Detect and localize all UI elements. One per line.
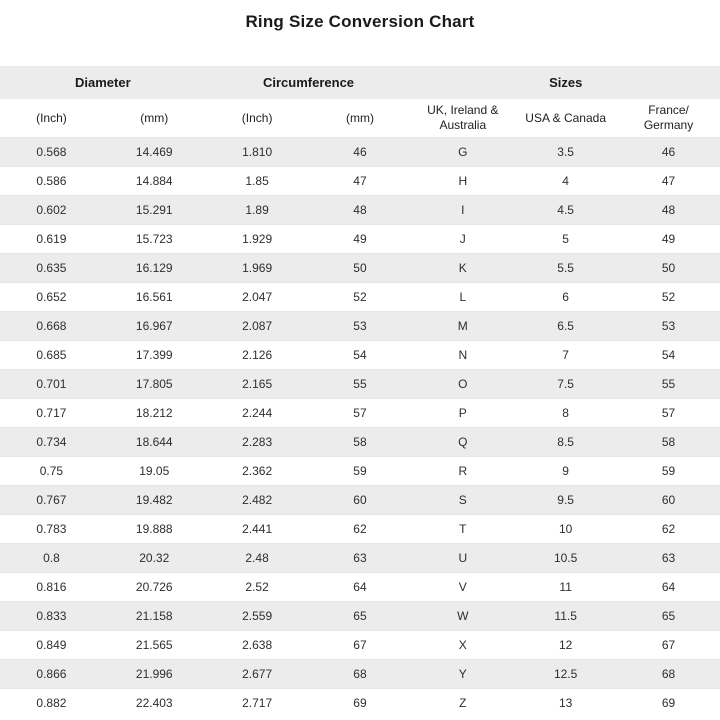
- cell-size-usa-canada: 6.5: [514, 312, 617, 341]
- cell-circumference-mm: 58: [309, 428, 412, 457]
- cell-circumference-inch: 1.929: [206, 225, 309, 254]
- group-header-diameter: Diameter: [0, 66, 206, 99]
- cell-diameter-inch: 0.652: [0, 283, 103, 312]
- table-row: [0, 138, 720, 167]
- cell-circumference-inch: 2.244: [206, 399, 309, 428]
- cell-circumference-mm: 55: [309, 370, 412, 399]
- cell-circumference-inch: 2.677: [206, 660, 309, 689]
- cell-size-usa-canada: 7: [514, 341, 617, 370]
- cell-diameter-mm: 14.469: [103, 138, 206, 167]
- cell-size-uk-ireland-australia: Z: [411, 689, 514, 718]
- cell-size-usa-canada: 8.5: [514, 428, 617, 457]
- cell-circumference-inch: 2.283: [206, 428, 309, 457]
- table-row: [0, 573, 720, 602]
- column-header-size-uk-ireland-australia: UK, Ireland & Australia: [411, 99, 514, 138]
- cell-size-uk-ireland-australia: U: [411, 544, 514, 573]
- cell-diameter-mm: 21.565: [103, 631, 206, 660]
- cell-size-uk-ireland-australia: I: [411, 196, 514, 225]
- cell-circumference-mm: 54: [309, 341, 412, 370]
- cell-diameter-inch: 0.668: [0, 312, 103, 341]
- table-row: [0, 428, 720, 457]
- column-header-diameter-mm: (mm): [103, 99, 206, 138]
- cell-size-usa-canada: 6: [514, 283, 617, 312]
- cell-size-usa-canada: 8: [514, 399, 617, 428]
- cell-diameter-inch: 0.717: [0, 399, 103, 428]
- table-row: [0, 341, 720, 370]
- cell-circumference-inch: 2.362: [206, 457, 309, 486]
- cell-diameter-inch: 0.816: [0, 573, 103, 602]
- cell-circumference-inch: 2.52: [206, 573, 309, 602]
- cell-size-france-germany: 62: [617, 515, 720, 544]
- cell-circumference-mm: 59: [309, 457, 412, 486]
- cell-size-usa-canada: 4: [514, 167, 617, 196]
- table-row: [0, 312, 720, 341]
- cell-size-france-germany: 52: [617, 283, 720, 312]
- cell-circumference-mm: 53: [309, 312, 412, 341]
- cell-size-uk-ireland-australia: W: [411, 602, 514, 631]
- cell-circumference-inch: 2.48: [206, 544, 309, 573]
- cell-diameter-inch: 0.586: [0, 167, 103, 196]
- cell-circumference-mm: 60: [309, 486, 412, 515]
- table-row: [0, 167, 720, 196]
- cell-diameter-inch: 0.75: [0, 457, 103, 486]
- table-row: [0, 689, 720, 718]
- group-header-sizes: Sizes: [411, 66, 720, 99]
- cell-size-uk-ireland-australia: X: [411, 631, 514, 660]
- page-title: Ring Size Conversion Chart: [245, 12, 475, 31]
- cell-diameter-mm: 18.644: [103, 428, 206, 457]
- cell-size-usa-canada: 10: [514, 515, 617, 544]
- cell-circumference-inch: 1.89: [206, 196, 309, 225]
- column-header-row: [0, 99, 720, 138]
- cell-diameter-mm: 21.158: [103, 602, 206, 631]
- cell-size-uk-ireland-australia: O: [411, 370, 514, 399]
- cell-size-uk-ireland-australia: P: [411, 399, 514, 428]
- cell-diameter-mm: 14.884: [103, 167, 206, 196]
- cell-diameter-inch: 0.783: [0, 515, 103, 544]
- cell-circumference-mm: 62: [309, 515, 412, 544]
- cell-circumference-mm: 49: [309, 225, 412, 254]
- cell-circumference-mm: 68: [309, 660, 412, 689]
- table-head: [0, 66, 720, 138]
- cell-size-france-germany: 59: [617, 457, 720, 486]
- cell-size-france-germany: 54: [617, 341, 720, 370]
- cell-size-usa-canada: 13: [514, 689, 617, 718]
- cell-size-uk-ireland-australia: L: [411, 283, 514, 312]
- cell-diameter-mm: 16.561: [103, 283, 206, 312]
- cell-size-usa-canada: 4.5: [514, 196, 617, 225]
- cell-size-usa-canada: 11.5: [514, 602, 617, 631]
- cell-size-france-germany: 64: [617, 573, 720, 602]
- cell-diameter-inch: 0.833: [0, 602, 103, 631]
- cell-size-france-germany: 46: [617, 138, 720, 167]
- cell-circumference-mm: 57: [309, 399, 412, 428]
- cell-size-uk-ireland-australia: N: [411, 341, 514, 370]
- cell-size-france-germany: 48: [617, 196, 720, 225]
- cell-size-uk-ireland-australia: H: [411, 167, 514, 196]
- cell-circumference-inch: 1.85: [206, 167, 309, 196]
- table-row: [0, 660, 720, 689]
- table-row: [0, 486, 720, 515]
- cell-size-france-germany: 57: [617, 399, 720, 428]
- cell-size-uk-ireland-australia: M: [411, 312, 514, 341]
- cell-size-france-germany: 47: [617, 167, 720, 196]
- table-row: [0, 602, 720, 631]
- cell-size-france-germany: 67: [617, 631, 720, 660]
- cell-size-usa-canada: 9: [514, 457, 617, 486]
- table-row: [0, 399, 720, 428]
- cell-diameter-mm: 20.726: [103, 573, 206, 602]
- cell-diameter-mm: 18.212: [103, 399, 206, 428]
- cell-diameter-mm: 22.403: [103, 689, 206, 718]
- cell-circumference-mm: 64: [309, 573, 412, 602]
- cell-size-france-germany: 50: [617, 254, 720, 283]
- table-row: [0, 457, 720, 486]
- cell-size-usa-canada: 12.5: [514, 660, 617, 689]
- cell-size-uk-ireland-australia: G: [411, 138, 514, 167]
- cell-diameter-inch: 0.602: [0, 196, 103, 225]
- cell-circumference-mm: 67: [309, 631, 412, 660]
- cell-size-france-germany: 53: [617, 312, 720, 341]
- cell-circumference-mm: 46: [309, 138, 412, 167]
- cell-circumference-inch: 2.717: [206, 689, 309, 718]
- cell-diameter-mm: 19.888: [103, 515, 206, 544]
- cell-circumference-inch: 2.126: [206, 341, 309, 370]
- cell-diameter-inch: 0.8: [0, 544, 103, 573]
- cell-circumference-mm: 52: [309, 283, 412, 312]
- column-header-size-france-germany: France/ Germany: [617, 99, 720, 138]
- table-row: [0, 225, 720, 254]
- group-header-circumference: Circumference: [206, 66, 412, 99]
- cell-size-france-germany: 68: [617, 660, 720, 689]
- cell-diameter-inch: 0.866: [0, 660, 103, 689]
- cell-diameter-inch: 0.568: [0, 138, 103, 167]
- cell-size-usa-canada: 11: [514, 573, 617, 602]
- cell-size-uk-ireland-australia: V: [411, 573, 514, 602]
- cell-circumference-inch: 2.441: [206, 515, 309, 544]
- cell-diameter-mm: 16.129: [103, 254, 206, 283]
- cell-diameter-inch: 0.767: [0, 486, 103, 515]
- cell-size-uk-ireland-australia: J: [411, 225, 514, 254]
- cell-size-uk-ireland-australia: S: [411, 486, 514, 515]
- column-header-circumference-inch: (Inch): [206, 99, 309, 138]
- cell-size-uk-ireland-australia: Y: [411, 660, 514, 689]
- cell-size-france-germany: 58: [617, 428, 720, 457]
- cell-size-france-germany: 49: [617, 225, 720, 254]
- cell-size-usa-canada: 5.5: [514, 254, 617, 283]
- cell-circumference-mm: 47: [309, 167, 412, 196]
- cell-diameter-mm: 15.291: [103, 196, 206, 225]
- table-body: [0, 138, 720, 718]
- cell-size-france-germany: 69: [617, 689, 720, 718]
- cell-circumference-inch: 2.087: [206, 312, 309, 341]
- cell-circumference-mm: 65: [309, 602, 412, 631]
- cell-diameter-inch: 0.619: [0, 225, 103, 254]
- cell-size-usa-canada: 3.5: [514, 138, 617, 167]
- cell-size-france-germany: 60: [617, 486, 720, 515]
- cell-circumference-inch: 2.638: [206, 631, 309, 660]
- table-row: [0, 370, 720, 399]
- column-header-diameter-inch: (Inch): [0, 99, 103, 138]
- cell-circumference-mm: 69: [309, 689, 412, 718]
- cell-size-usa-canada: 12: [514, 631, 617, 660]
- cell-size-uk-ireland-australia: K: [411, 254, 514, 283]
- cell-circumference-inch: 2.559: [206, 602, 309, 631]
- cell-diameter-mm: 20.32: [103, 544, 206, 573]
- cell-size-france-germany: 65: [617, 602, 720, 631]
- cell-circumference-inch: 2.165: [206, 370, 309, 399]
- column-header-size-usa-canada: USA & Canada: [514, 99, 617, 138]
- group-header-row: [0, 66, 720, 99]
- cell-circumference-inch: 2.482: [206, 486, 309, 515]
- cell-circumference-inch: 1.810: [206, 138, 309, 167]
- cell-size-uk-ireland-australia: T: [411, 515, 514, 544]
- cell-circumference-mm: 63: [309, 544, 412, 573]
- table-row: [0, 631, 720, 660]
- cell-size-uk-ireland-australia: Q: [411, 428, 514, 457]
- cell-diameter-mm: 19.05: [103, 457, 206, 486]
- cell-circumference-inch: 1.969: [206, 254, 309, 283]
- cell-diameter-inch: 0.685: [0, 341, 103, 370]
- cell-diameter-mm: 17.805: [103, 370, 206, 399]
- cell-circumference-mm: 50: [309, 254, 412, 283]
- cell-diameter-inch: 0.701: [0, 370, 103, 399]
- cell-diameter-inch: 0.882: [0, 689, 103, 718]
- cell-diameter-mm: 16.967: [103, 312, 206, 341]
- cell-diameter-inch: 0.734: [0, 428, 103, 457]
- cell-diameter-mm: 15.723: [103, 225, 206, 254]
- cell-size-usa-canada: 9.5: [514, 486, 617, 515]
- cell-diameter-mm: 21.996: [103, 660, 206, 689]
- cell-size-france-germany: 55: [617, 370, 720, 399]
- ring-size-conversion-table: [0, 66, 720, 717]
- table-row: [0, 283, 720, 312]
- table-row: [0, 544, 720, 573]
- cell-diameter-inch: 0.849: [0, 631, 103, 660]
- cell-circumference-mm: 48: [309, 196, 412, 225]
- cell-size-usa-canada: 5: [514, 225, 617, 254]
- table-row: [0, 196, 720, 225]
- table-row: [0, 254, 720, 283]
- cell-diameter-mm: 17.399: [103, 341, 206, 370]
- column-header-circumference-mm: (mm): [309, 99, 412, 138]
- cell-size-france-germany: 63: [617, 544, 720, 573]
- table-row: [0, 515, 720, 544]
- cell-diameter-mm: 19.482: [103, 486, 206, 515]
- cell-circumference-inch: 2.047: [206, 283, 309, 312]
- cell-size-usa-canada: 7.5: [514, 370, 617, 399]
- cell-size-uk-ireland-australia: R: [411, 457, 514, 486]
- cell-diameter-inch: 0.635: [0, 254, 103, 283]
- cell-size-usa-canada: 10.5: [514, 544, 617, 573]
